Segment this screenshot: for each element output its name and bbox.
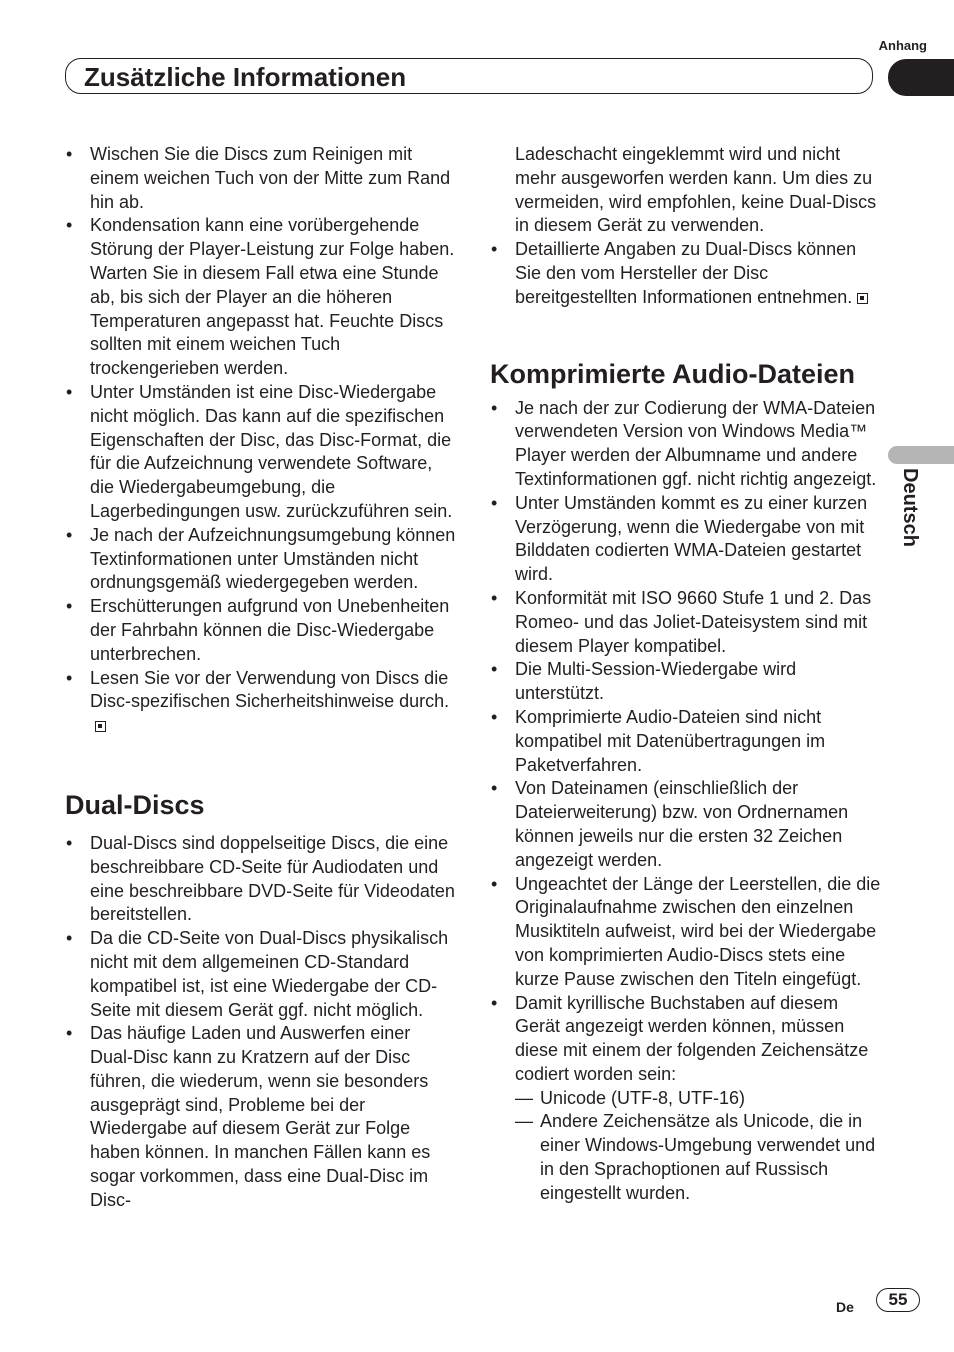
list-item: • Das häufige Laden und Auswerfen einer Dual-Disc kann zu Kratzern auf der Disc führen, die wiederum, wenn sie besonders ausgeprägt sind, Probleme bei der Wiedergabe auf diesem Gerät zur Folge haben können. In manchen Fällen kann es sogar vorkommen, dass eine Dual-Disc im Disc- xyxy=(65,1022,457,1212)
dual-discs-list-continued xyxy=(490,143,882,310)
left-column xyxy=(65,143,457,1213)
audio-files-list xyxy=(490,397,882,1087)
dual-discs-heading: Dual-Discs xyxy=(65,789,205,820)
dash-item-text: Andere Zeichensätze als Unicode, die in einer Windows-Umgebung verwendet und in den Sprachoptionen auf Russisch eingestellt wurden. xyxy=(540,1111,876,1203)
list-item: • Ungeachtet der Länge der Leerstellen, die die Originalaufnahme zwischen den einzelnen Musiktiteln aufweist, wird bei der Wiedergabe von komprimierten Audio-Discs stets eine kurze Pause zwischen den Titeln eingefügt. xyxy=(490,873,882,992)
care-notes-list xyxy=(65,143,457,738)
page-number: 55 xyxy=(876,1288,920,1312)
list-item: • Da die CD-Seite von Dual-Discs physikalisch nicht mit dem allgemeinen CD-Standard kompatibel ist, ist eine Wiedergabe der CD-Seite mit diesem Gerät ggf. nicht möglich. xyxy=(65,927,457,1022)
dash-item xyxy=(490,1110,882,1205)
list-item: • Unter Umständen ist eine Disc-Wiedergabe nicht möglich. Das kann auf die spezifischen Eigenschaften der Disc, das Disc-Format, die für die Aufzeichnung verwendete Software, die Wiedergabeumgebung, die Lagerbedingungen usw. zurückzuführen sein. xyxy=(65,381,457,524)
list-item: • Konformität mit ISO 9660 Stufe 1 und 2. Das Romeo- und das Joliet-Dateisystem sind mit diesem Player kompatibel. xyxy=(490,587,882,658)
language-tab-label: Deutsch xyxy=(899,468,921,547)
list-item: • Die Multi-Session-Wiedergabe wird unterstützt. xyxy=(490,658,882,706)
right-column xyxy=(490,143,882,1206)
dual-discs-list xyxy=(65,832,457,1213)
list-item: • Damit kyrillische Buchstaben auf diesem Gerät angezeigt werden können, müssen diese mit einem der folgenden Zeichensätze codiert worden sein: xyxy=(490,992,882,1087)
dash-item-text: Unicode (UTF-8, UTF-16) xyxy=(540,1087,746,1108)
footer-language-code: De xyxy=(836,1299,854,1315)
section-header xyxy=(65,58,873,94)
audio-files-heading: Komprimierte Audio-Dateien xyxy=(490,358,856,389)
section-tab-marker xyxy=(888,59,954,96)
list-item: • Je nach der zur Codierung der WMA-Dateien verwendeten Version von Windows Media™ Player werden der Albumname und andere Textinformationen ggf. nicht richtig angezeigt. xyxy=(490,397,882,492)
list-item: • Je nach der Aufzeichnungsumgebung können Textinformationen unter Umständen nicht ordnungsgemäß wiedergegeben werden. xyxy=(65,524,457,595)
dash-item xyxy=(490,1087,882,1111)
list-item: • Erschütterungen aufgrund von Unebenheiten der Fahrbahn können die Disc-Wiedergabe unterbrechen. xyxy=(65,595,457,666)
list-item xyxy=(65,667,457,738)
end-of-section-icon xyxy=(857,293,868,304)
list-item: • Komprimierte Audio-Dateien sind nicht kompatibel mit Datenübertragungen im Paketverfahren. xyxy=(490,706,882,777)
list-item: • Wischen Sie die Discs zum Reinigen mit einem weichen Tuch von der Mitte zum Rand hin ab. xyxy=(65,143,457,214)
list-item-text: Detaillierte Angaben zu Dual-Discs können Sie den vom Hersteller der Disc bereitgestellten Informationen entnehmen. xyxy=(515,239,857,307)
dash-symbol: — xyxy=(515,1111,533,1132)
list-item: • Kondensation kann eine vorübergehende Störung der Player-Leistung zur Folge haben. Warten Sie in diesem Fall etwa eine Stunde ab, bis sich der Player an die höheren Temperaturen angepasst hat. Feuchte Discs sollten mit einem weichen Tuch trockengerieben werden. xyxy=(65,214,457,381)
list-item-text: Lesen Sie vor der Verwendung von Discs die Disc-spezifischen Sicherheitshinweise durch. xyxy=(90,667,450,712)
list-item xyxy=(490,238,882,309)
dash-symbol: — xyxy=(515,1087,533,1108)
end-of-section-icon xyxy=(95,721,106,732)
language-tab-marker xyxy=(888,446,954,464)
list-item: • Unter Umständen kommt es zu einer kurzen Verzögerung, wenn die Wiedergabe von mit Bilddaten codierten WMA-Dateien gestartet wird. xyxy=(490,492,882,587)
page-title: Zusätzliche Informationen xyxy=(84,62,407,92)
section-label: Anhang xyxy=(878,38,927,53)
list-item-continuation: Ladeschacht eingeklemmt wird und nicht mehr ausgeworfen werden kann. Um dies zu vermeiden, wird empfohlen, keine Dual-Discs in diesem Gerät zu verwenden. xyxy=(515,144,877,236)
list-item: • Dual-Discs sind doppelseitige Discs, die eine beschreibbare CD-Seite für Audiodaten und eine beschreibbare DVD-Seite für Videodaten bereitstellen. xyxy=(65,832,457,927)
list-item: • Von Dateinamen (einschließlich der Dateierweiterung) bzw. von Ordnernamen können jeweils nur die ersten 32 Zeichen angezeigt werden. xyxy=(490,777,882,872)
